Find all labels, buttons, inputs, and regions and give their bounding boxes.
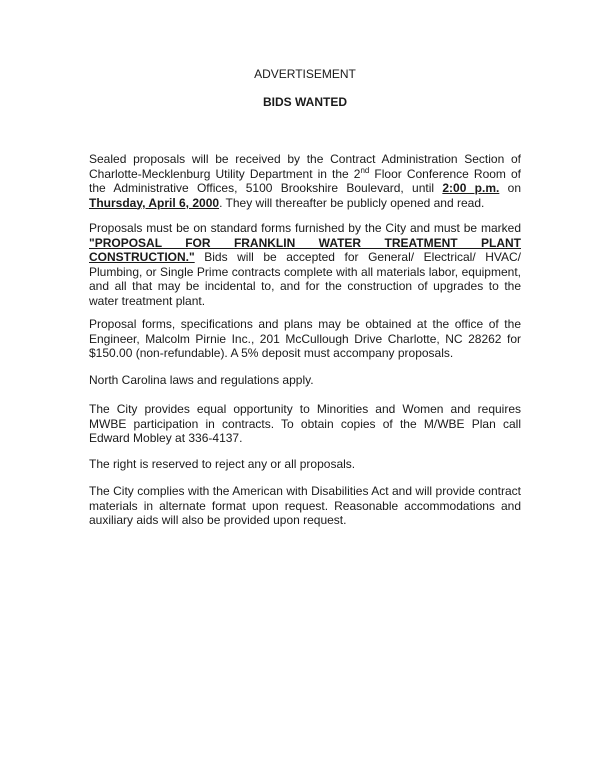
- advertisement-heading: ADVERTISEMENT: [254, 67, 356, 81]
- paragraph-submission-details: [89, 152, 521, 210]
- submission-text-b: Floor Conference Room of the Administrative Offices, 5100 Brookshire Boulevard, until: [89, 166, 521, 195]
- proposal-title: "PROPOSAL FOR FRANKLIN WATER TREATMENT PLANT CONSTRUCTION.": [89, 235, 521, 264]
- submission-text-a: Sealed proposals will be received by the Contract Administration Section of Charlotte-Mecklenburg Utility Department in the 2: [89, 152, 521, 181]
- paragraph-proposal-forms: [89, 221, 521, 308]
- paragraph-ada-compliance: The City complies with the American with Disabilities Act and will provide contract materials in alternate format upon request. Reasonable accommodations and auxiliary aids will also be provided upon request.: [89, 484, 521, 527]
- bid-deadline-date: Thursday, April 6, 2000: [89, 195, 220, 210]
- paragraph-specifications: Proposal forms, specifications and plans may be obtained at the office of the Engineer, Malcolm Pirnie Inc., 201 McCullough Drive Charlotte, NC 28262 for $150.00 (non-refundable). A 5% deposit must accompany proposals.: [89, 317, 521, 360]
- submission-text-d: . They will thereafter be publicly opened and read.: [219, 195, 485, 210]
- bids-wanted-heading: BIDS WANTED: [263, 95, 347, 109]
- bid-deadline-time: 2:00 p.m.: [442, 181, 500, 195]
- ordinal-suffix: nd: [360, 165, 370, 175]
- proposal-text-b: Bids will be accepted for General/ Electrical/ HVAC/ Plumbing, or Single Prime contracts complete with all materials labor, equipment, and all that may be incidental to, and for the construction of upgrades to the water treatment plant.: [89, 250, 521, 308]
- paragraph-equal-opportunity: The City provides equal opportunity to Minorities and Women and requires MWBE participation in contracts. To obtain copies of the M/WBE Plan call Edward Mobley at 336-4137.: [89, 402, 521, 445]
- submission-text-c: on: [499, 181, 521, 195]
- paragraph-laws: North Carolina laws and regulations apply.: [89, 373, 314, 387]
- paragraph-reservation: The right is reserved to reject any or all proposals.: [89, 457, 356, 471]
- proposal-text-a: Proposals must be on standard forms furnished by the City and must be marked: [89, 221, 521, 235]
